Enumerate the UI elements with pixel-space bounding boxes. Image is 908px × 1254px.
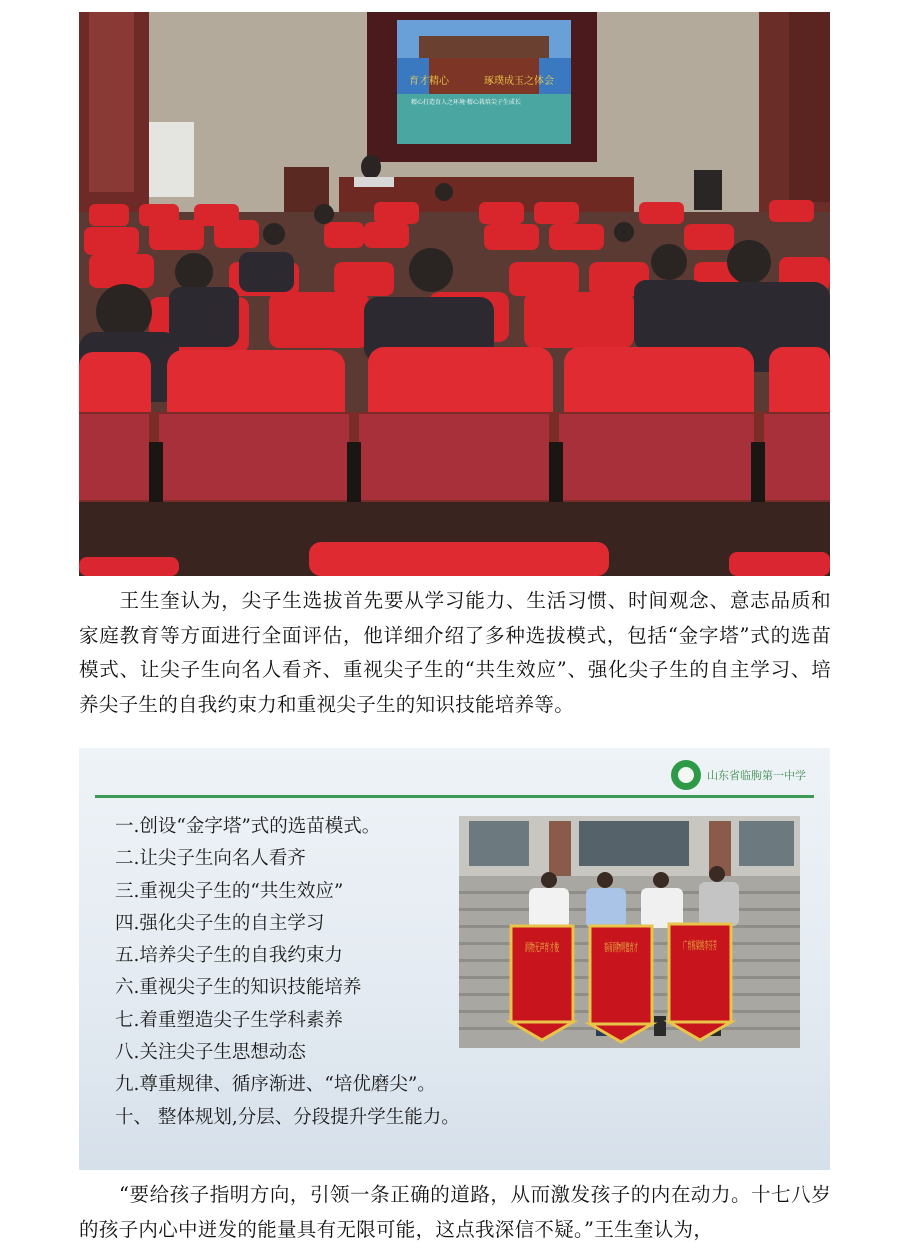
list-item: 十、 整体规划,分层、分段提升学生能力。 bbox=[115, 1106, 460, 1128]
paragraph-text: 王生奎认为，尖子生选拔首先要从学习能力、生活习惯、时间观念、意志品质和家庭教育等方面进行全面评估，他详细介绍了多种选拔模式，包括“金字塔”式的选苗模式、让尖子生向名人看齐、重视尖子生的“共生效应”、强化尖子生的自主学习、培养尖子生的自我约束力和重视尖子生的知识技能培养等。 bbox=[79, 589, 831, 716]
screen-subtitle: 精心打造育人之环境·精心栽培尖子生成长 bbox=[411, 99, 521, 106]
screen-title-right: 琢璞成玉之体会 bbox=[484, 76, 554, 87]
list-item: 六.重视尖子生的知识技能培养 bbox=[115, 977, 362, 999]
list-item: 二.让尖子生向名人看齐 bbox=[115, 848, 306, 870]
list-item: 八.关注尖子生思想动态 bbox=[115, 1042, 306, 1064]
banner-text bbox=[525, 940, 559, 954]
list-item: 九.尊重规律、循序渐进、“培优磨尖”。 bbox=[115, 1074, 436, 1096]
students-with-banners-photo bbox=[459, 816, 800, 1048]
list-item: 三.重视尖子生的“共生效应” bbox=[115, 880, 344, 902]
school-name: 山东省临朐第一中学 bbox=[707, 769, 806, 782]
auditorium-photo bbox=[79, 12, 830, 576]
paragraph-quote bbox=[79, 1178, 831, 1247]
banner-text bbox=[604, 940, 638, 954]
list-item: 四.强化尖子生的自主学习 bbox=[115, 912, 325, 934]
selection-mode-list bbox=[115, 811, 460, 1134]
banner-text bbox=[683, 938, 717, 952]
paragraph-selection-criteria bbox=[79, 584, 831, 722]
slide-divider bbox=[95, 795, 814, 798]
list-item: 一.创设“金字塔”式的选苗模式。 bbox=[115, 816, 381, 837]
list-item: 五.培养尖子生的自我约束力 bbox=[115, 945, 343, 967]
presentation-slide bbox=[79, 748, 830, 1170]
paragraph-text: “要给孩子指明方向，引领一条正确的道路，从而激发孩子的内在动力。十七八岁的孩子内心中迸发的能量具有无限可能，这点我深信不疑。”王生奎认为， bbox=[79, 1183, 831, 1241]
screen-title-left: 育才精心 bbox=[409, 76, 449, 87]
list-item: 七.着重塑造尖子生学科素养 bbox=[115, 1009, 343, 1031]
school-logo-icon bbox=[671, 760, 701, 790]
slide-header bbox=[671, 760, 806, 790]
